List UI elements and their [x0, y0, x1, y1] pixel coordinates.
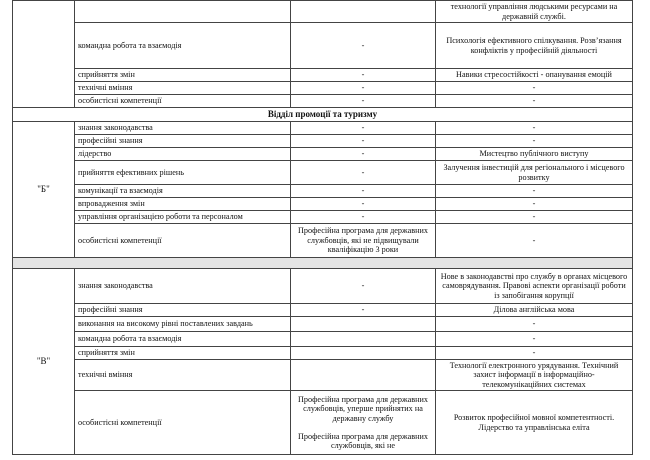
program-cell	[291, 317, 436, 332]
criterion-cell: командна робота та взаємодія	[75, 23, 291, 69]
course-cell: -	[436, 317, 633, 332]
criterion-cell: лідерство	[75, 148, 291, 161]
program-cell: -	[291, 148, 436, 161]
table-row	[13, 211, 633, 224]
criterion-cell: виконання на високому рівні поставлених завдань	[75, 317, 291, 332]
table-row	[13, 185, 633, 198]
spacer-row	[13, 258, 633, 269]
criterion-cell: сприйняття змін	[75, 69, 291, 82]
course-cell: технології управління людськими ресурсами на державній службі.	[436, 1, 633, 23]
table-row	[13, 360, 633, 391]
program-gap	[294, 423, 432, 432]
course-cell: Залучення інвестицій для регіонального і місцевого розвитку	[436, 161, 633, 185]
program-cell: -	[291, 185, 436, 198]
course-cell: Психологія ефективного спілкування. Розв’язання конфліктів у професійній діяльності	[436, 23, 633, 69]
table-row	[13, 122, 633, 135]
course-cell: -	[436, 211, 633, 224]
program-cell: -	[291, 198, 436, 211]
program-cell: -	[291, 304, 436, 317]
criterion-cell: технічні вміння	[75, 360, 291, 391]
table-row	[13, 135, 633, 148]
course-cell: -	[436, 95, 633, 108]
table-row	[13, 224, 633, 258]
table-row	[13, 391, 633, 455]
course-cell: Нове в законодавстві про службу в органах місцевого самоврядування. Правові аспекти організації роботи із запобігання корупції	[436, 269, 633, 304]
program-cell: -	[291, 95, 436, 108]
training-plan-table	[12, 0, 633, 455]
group-label-b: "Б"	[13, 122, 75, 258]
table-row	[13, 317, 633, 332]
group-cell	[13, 1, 75, 108]
course-cell: Розвиток професійної мовної компетентності. Лідерство та управлінська еліта	[436, 391, 633, 455]
program-cell	[291, 332, 436, 347]
program-cell: -	[291, 269, 436, 304]
group-label-v: "В"	[13, 269, 75, 455]
table-row	[13, 269, 633, 304]
program-cell	[291, 347, 436, 360]
table-row	[13, 82, 633, 95]
table-row	[13, 69, 633, 82]
criterion-cell: особистісні компетенції	[75, 95, 291, 108]
program-cell: -	[291, 211, 436, 224]
table-row	[13, 198, 633, 211]
criterion-cell: професійні знання	[75, 135, 291, 148]
criterion-cell: впровадження змін	[75, 198, 291, 211]
table-row	[13, 148, 633, 161]
program-cell: -	[291, 135, 436, 148]
program-cell: -	[291, 82, 436, 95]
section-title: Відділ промоції та туризму	[13, 108, 633, 122]
section-header-row	[13, 108, 633, 122]
course-cell: -	[436, 347, 633, 360]
program-cell: -	[291, 161, 436, 185]
course-cell: Технології електронного урядування. Технічний захист інформації в інформаційно-телекомунікаційних системах	[436, 360, 633, 391]
criterion-cell: прийняття ефективних рішень	[75, 161, 291, 185]
course-cell: -	[436, 224, 633, 258]
program-cell	[291, 360, 436, 391]
criterion-cell: управління організацією роботи та персоналом	[75, 211, 291, 224]
course-cell: -	[436, 332, 633, 347]
course-cell: -	[436, 185, 633, 198]
course-cell: -	[436, 82, 633, 95]
program-cell: Професійна програма для державних службовців, які не підвищували кваліфікацію 3 роки	[291, 224, 436, 258]
criterion-cell: знання законодавства	[75, 269, 291, 304]
criterion-cell: професійні знання	[75, 304, 291, 317]
criterion-cell: командна робота та взаємодія	[75, 332, 291, 347]
criterion-cell: особистісні компетенції	[75, 391, 291, 455]
table-row	[13, 347, 633, 360]
course-cell: Мистецтво публічного виступу	[436, 148, 633, 161]
table-row	[13, 23, 633, 69]
criterion-cell: знання законодавства	[75, 122, 291, 135]
course-cell: Ділова англійська мова	[436, 304, 633, 317]
criterion-cell: сприйняття змін	[75, 347, 291, 360]
table-row	[13, 1, 633, 23]
program-text-a: Професійна програма для державних службовців, уперше прийнятих на державну службу	[297, 394, 429, 423]
criterion-cell: комунікації та взаємодія	[75, 185, 291, 198]
program-cell: -	[291, 69, 436, 82]
course-cell: -	[436, 198, 633, 211]
course-cell: -	[436, 135, 633, 148]
table-row	[13, 304, 633, 317]
program-cell: -	[291, 122, 436, 135]
course-cell: Навики стресостійкості - опанування емоцій	[436, 69, 633, 82]
criterion-cell: технічні вміння	[75, 82, 291, 95]
table-row	[13, 95, 633, 108]
spacer-cell	[13, 258, 633, 269]
table-row	[13, 161, 633, 185]
program-cell	[291, 1, 436, 23]
criterion-cell: особистісні компетенції	[75, 224, 291, 258]
table-row	[13, 332, 633, 347]
program-cell	[291, 391, 436, 455]
program-cell: -	[291, 23, 436, 69]
program-text-b: Професійна програма для державних службовців, які не	[297, 431, 429, 451]
course-cell: -	[436, 122, 633, 135]
criterion-cell	[75, 1, 291, 23]
